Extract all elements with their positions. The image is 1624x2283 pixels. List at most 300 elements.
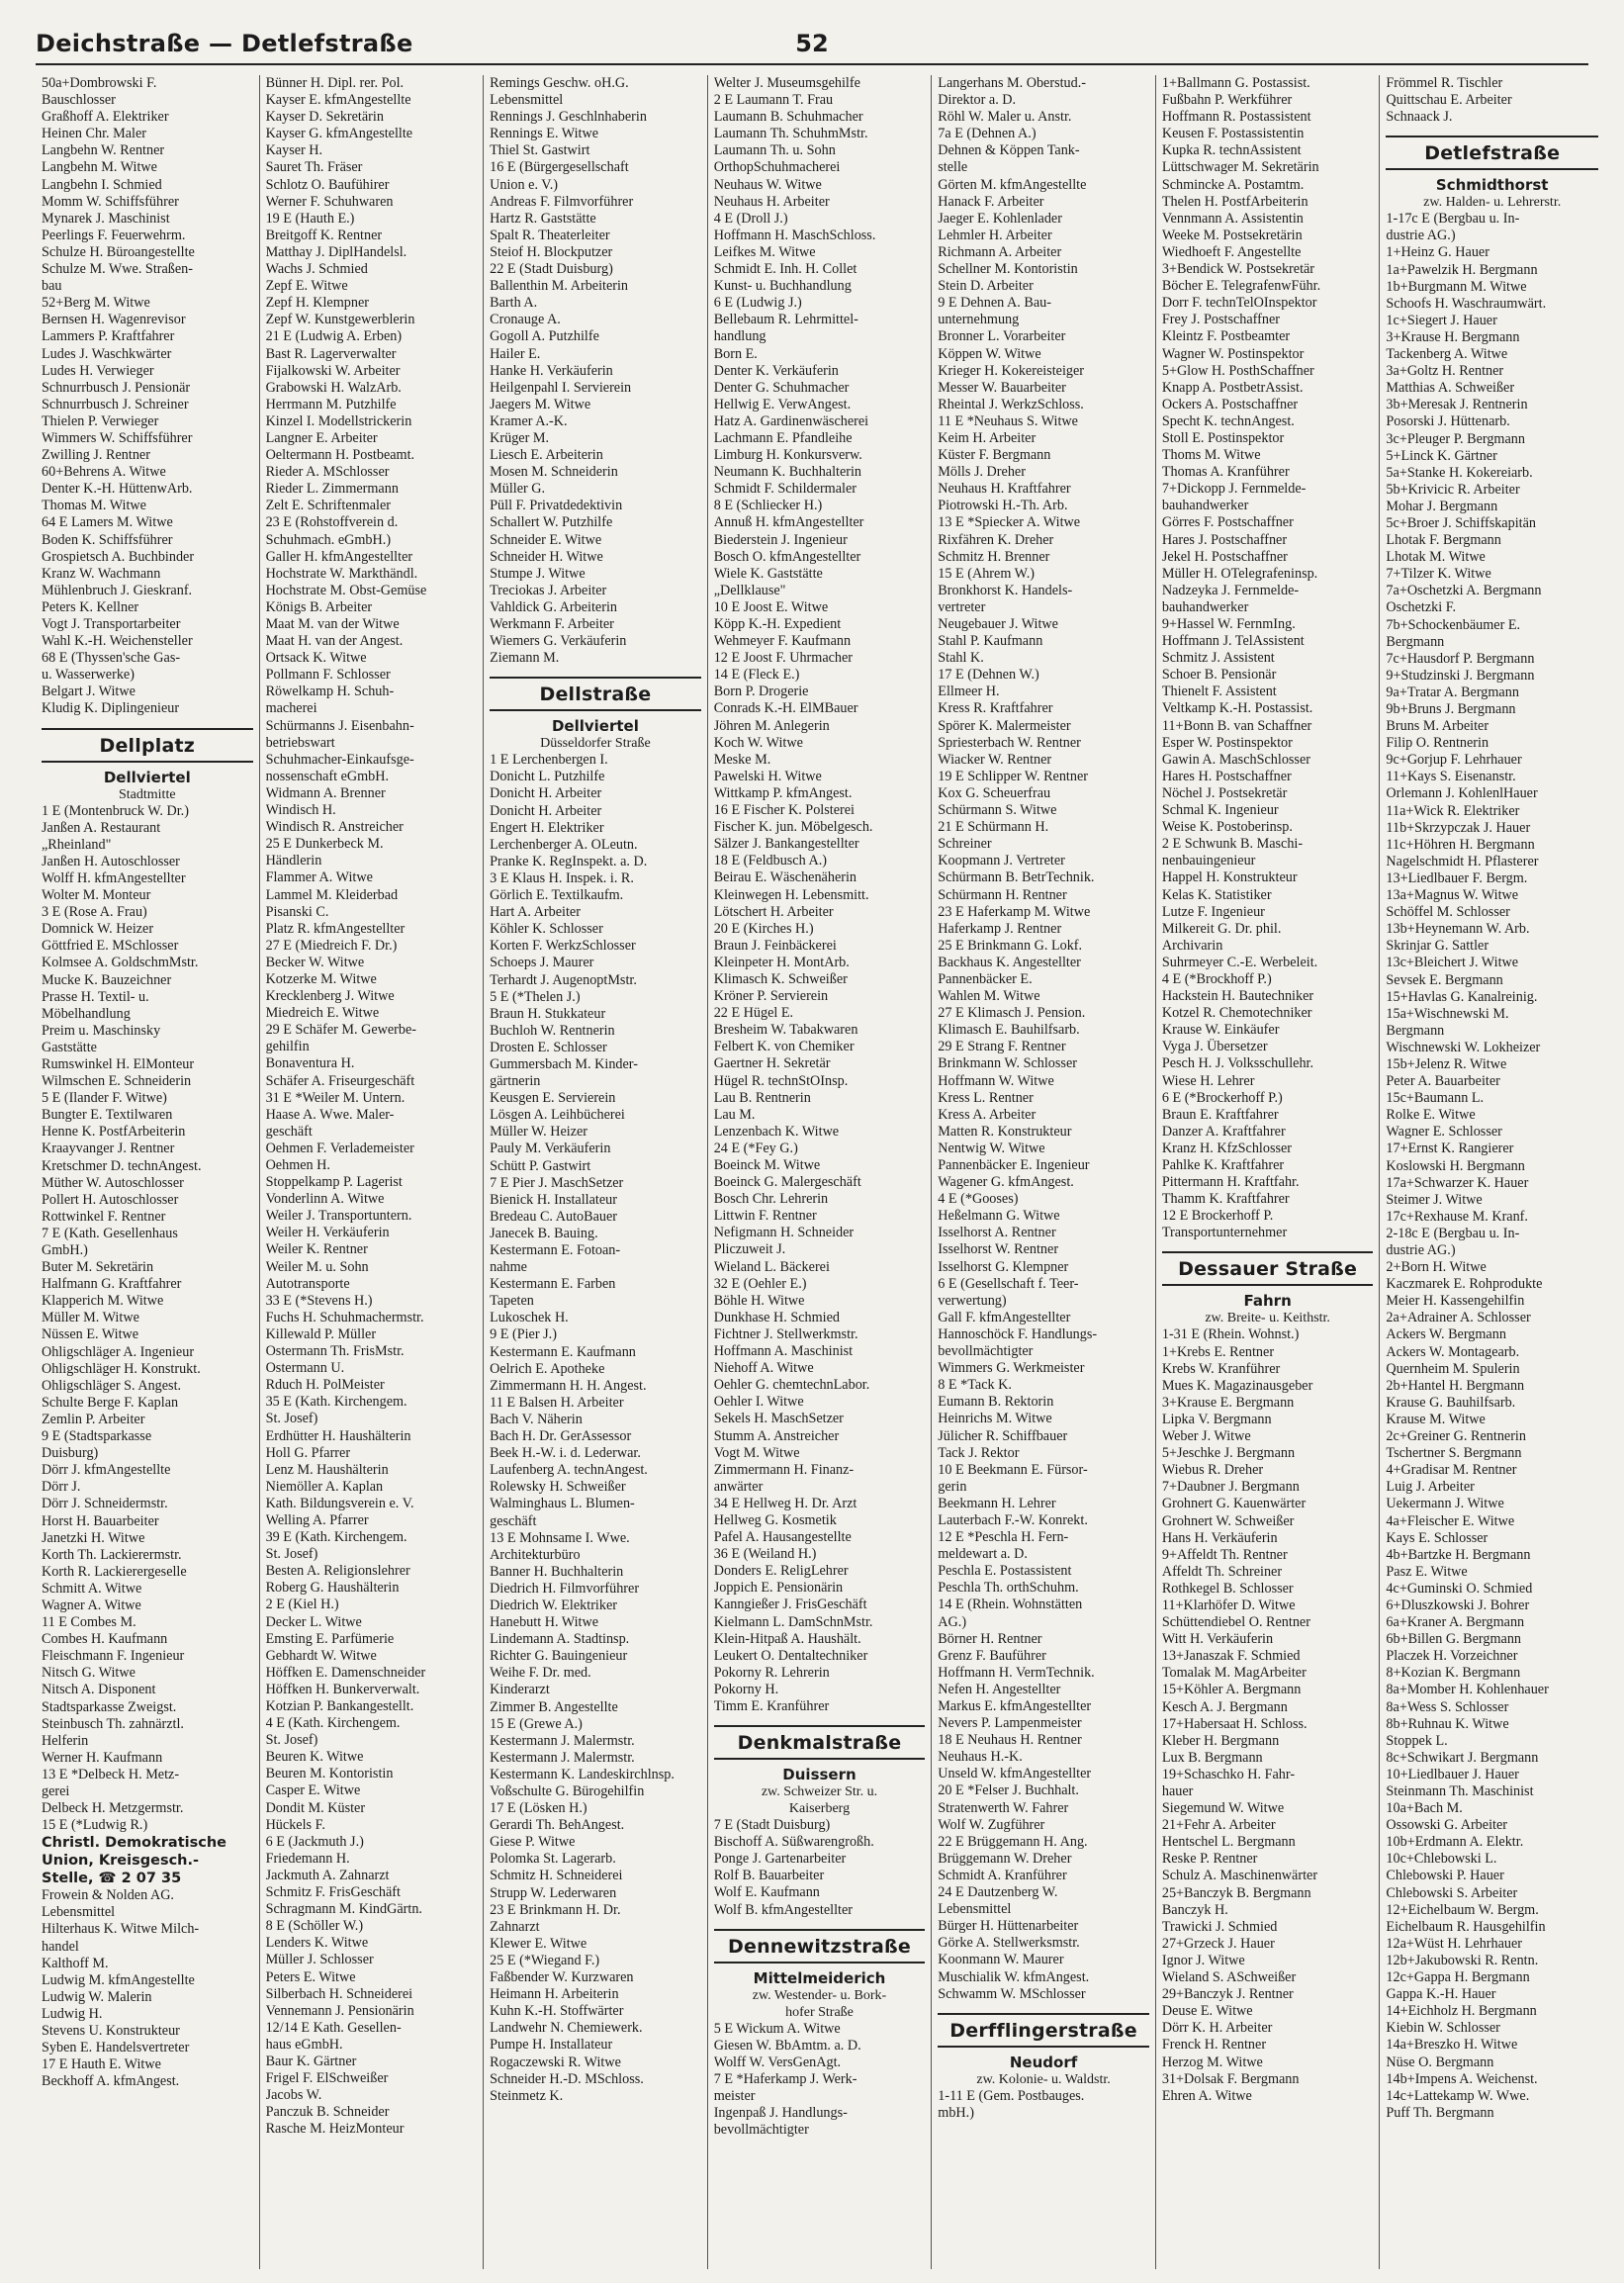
entry-line: Vonderlinn A. Witwe — [265, 1191, 385, 1208]
entry-line: Wahl K.-H. Weichensteller — [42, 633, 193, 650]
entry-line: 11+Kays S. Eisenanstr. — [1386, 769, 1516, 785]
entry-line: Gall F. kfmAngestellter — [938, 1309, 1071, 1325]
entry-line: Kestermann E. Kaufmann — [490, 1343, 636, 1360]
entry-line: Mucke K. Bauzeichner — [42, 971, 172, 988]
entry-line: Beuren M. Kontoristin — [265, 1766, 394, 1782]
entry-line: Wischnewski W. Lokheizer — [1386, 1039, 1541, 1055]
entry-line: Bischoff A. Süßwarengroßh. — [713, 1834, 874, 1851]
entry-line: Schmitz H. Schneiderei — [490, 1868, 623, 1884]
entry-line: Transportunternehmer — [1161, 1225, 1288, 1241]
entry-line: Göttfried E. MSchlosser — [42, 938, 179, 955]
entry-line: 5+Glow H. PosthSchaffner — [1161, 362, 1314, 379]
entry-line: Laumann Th. u. Sohn — [713, 142, 836, 159]
entry-line: Combes H. Kaufmann — [42, 1631, 168, 1648]
entry-line: Becker W. Witwe — [265, 954, 365, 970]
entry-line: Vogt J. Transportarbeiter — [42, 616, 181, 632]
entry-line: 5 E Wickum A. Witwe — [713, 2020, 841, 2037]
entry-line: 14c+Lattekamp W. Wwe. — [1386, 2087, 1530, 2104]
entry-line: Matten R. Konstrukteur — [938, 1123, 1072, 1140]
entry-line: Schmidt E. Inh. H. Collet — [713, 261, 857, 278]
entry-line: Kotzel R. Chemotechniker — [1161, 1005, 1312, 1022]
entry-line: Koch W. Witwe — [713, 734, 803, 751]
entry-line: Kesch A. J. Bergmann — [1161, 1698, 1288, 1715]
entry-line: Schmidt A. Kranführer — [938, 1867, 1067, 1883]
entry-line: Baur K. Gärtner — [265, 2053, 357, 2069]
entry-line: 15+Köhler A. Bergmann — [1161, 1682, 1302, 1698]
entry-line: Pasz E. Witwe — [1386, 1563, 1468, 1580]
entry-line: Autotransporte — [265, 1275, 350, 1292]
entry-line: Kox G. Scheuerfrau — [938, 784, 1051, 801]
entry-line: Kestermann K. Landeskirchlnsp. — [490, 1766, 675, 1782]
street-heading: Denkmalstraße — [714, 1725, 926, 1760]
entry-line: Schütt P. Gastwirt — [490, 1157, 591, 1174]
entry-line: 11+Klarhöfer D. Witwe — [1161, 1597, 1296, 1613]
entry-line: Röhl W. Maler u. Anstr. — [938, 109, 1072, 126]
entry-line: Kramer A.-K. — [490, 412, 568, 429]
entry-line: 7 E *Haferkamp J. Werk- — [713, 2070, 857, 2087]
entry-line: Schulte Berge F. Kaplan — [42, 1394, 179, 1411]
entry-line: Momm W. Schiffsführer — [42, 193, 179, 210]
entry-line: Beekmann H. Lehrer — [938, 1495, 1056, 1511]
entry-line: Wiele K. Gaststätte — [713, 565, 823, 582]
entry-line: Schulze M. Wwe. Straßen- — [42, 261, 194, 278]
entry-line: Pesch H. J. Volksschullehr. — [1161, 1055, 1314, 1072]
entry-line: 5+Linck K. Gärtner — [1386, 447, 1497, 464]
entry-line: 7 E Pier J. MaschSetzer — [490, 1174, 624, 1191]
entry-line: 24 E (*Fey G.) — [713, 1140, 798, 1156]
entry-line: Dörr J. Schneidermstr. — [42, 1496, 168, 1512]
entry-line: Rixfähren K. Dreher — [938, 531, 1054, 548]
entry-line: 17+Habersaat H. Schloss. — [1161, 1715, 1308, 1732]
directory-column — [932, 75, 1156, 2269]
entry-line: Janßen A. Restaurant — [42, 819, 161, 836]
entry-line: Mosen M. Schneiderin — [490, 464, 618, 481]
entry-line: Galler H. kfmAngestellter — [265, 548, 413, 565]
entry-line: Neumann K. Buchhalterin — [713, 464, 862, 481]
entry-line: Bach V. Näherin — [490, 1411, 583, 1427]
entry-line: 7 E (Kath. Gesellenhaus — [42, 1225, 178, 1241]
entry-line: Wolff H. kfmAngestellter — [42, 869, 186, 886]
entry-line: Leukert O. Dentaltechniker — [713, 1647, 868, 1664]
entry-line: Wiese H. Lehrer — [1161, 1072, 1255, 1089]
entry-line: 23 E (Rohstoffverein d. — [265, 514, 399, 531]
entry-line: gerei — [42, 1783, 70, 1799]
entry-line: Hatz A. Gardinenwäscherei — [713, 412, 869, 429]
location-note: Düsseldorfer Straße — [540, 736, 651, 752]
entry-line: Ludwig W. Malerin — [42, 1988, 152, 2005]
entry-line: Ostermann U. — [265, 1360, 345, 1377]
entry-line: 14b+Impens A. Weichenst. — [1386, 2070, 1538, 2087]
entry-line: Preim u. Maschinsky — [42, 1022, 161, 1039]
entry-line: 4 E (Droll J.) — [713, 210, 788, 227]
entry-line: Nüse O. Bergmann — [1386, 2054, 1494, 2070]
entry-line: Uekermann J. Witwe — [1386, 1496, 1504, 1512]
entry-line: Hanke H. Verkäuferin — [490, 362, 613, 379]
directory-column — [484, 75, 708, 2269]
entry-line: 31 E *Weiler M. Untern. — [265, 1089, 406, 1106]
entry-line: 8 E (Schliecker H.) — [713, 498, 823, 514]
entry-line: 5 E (Ilander F. Witwe) — [42, 1090, 167, 1107]
entry-line: 1-17c E (Bergbau u. In- — [1386, 211, 1520, 228]
entry-line: Frömmel R. Tischler — [1386, 75, 1503, 91]
entry-line: Fleischmann F. Ingenieur — [42, 1648, 185, 1665]
entry-line: 11a+Wick R. Elektriker — [1386, 802, 1520, 819]
entry-line: Kröner P. Servierein — [713, 988, 829, 1005]
entry-line: 13+Liedlbauer F. Bergm. — [1386, 869, 1528, 886]
entry-line: 9 E (Pier J.) — [490, 1326, 557, 1343]
entry-line: Isselhorst W. Rentner — [938, 1241, 1059, 1258]
entry-line: Banner H. Buchhalterin — [490, 1563, 624, 1580]
entry-line: Korten F. WerkzSchlosser — [490, 938, 636, 955]
entry-line: Steinmann Th. Maschinist — [1386, 1783, 1534, 1799]
entry-line: 3 E Klaus H. Inspek. i. R. — [490, 869, 634, 886]
entry-line: Schulz A. Maschinenwärter — [1161, 1868, 1318, 1884]
entry-line: AG.) — [938, 1613, 967, 1630]
entry-line: Windisch H. — [265, 802, 336, 819]
entry-line-emphasized: Union, Kreisgesch.- — [42, 1853, 200, 1870]
entry-line: Oehler G. chemtechnLabor. — [713, 1377, 870, 1394]
entry-line: Timm E. Kranführer — [713, 1698, 830, 1714]
entry-line: Müller M. Witwe — [42, 1310, 139, 1326]
entry-line: Wachs J. Schmied — [265, 261, 368, 278]
entry-line: 12a+Wüst H. Lehrhauer — [1386, 1935, 1523, 1952]
entry-line: Welling A. Pfarrer — [265, 1511, 369, 1528]
entry-line: Werner H. Kaufmann — [42, 1749, 163, 1766]
entry-line: Donders E. ReligLehrer — [713, 1563, 849, 1580]
entry-line: 25 E Brinkmann G. Lokf. — [938, 937, 1083, 954]
entry-line: Biederstein J. Ingenieur — [713, 531, 848, 548]
entry-line: Schmitz F. FrisGeschäft — [265, 1884, 401, 1901]
entry-line: Hoffmann H. VermTechnik. — [938, 1664, 1095, 1681]
entry-line: Lhotak F. Bergmann — [1386, 532, 1501, 549]
district-name: Neudorf — [1009, 2053, 1078, 2071]
entry-line: Görlich E. Textilkaufm. — [490, 887, 624, 904]
entry-line: Donicht L. Putzhilfe — [490, 769, 605, 785]
entry-line: Gawin A. MaschSchlosser — [1161, 751, 1310, 768]
entry-line: Born E. — [713, 345, 758, 362]
entry-line: 9+Hassel W. FernmIng. — [1161, 616, 1296, 632]
entry-line: 20 E *Felser J. Buchhalt. — [938, 1782, 1079, 1799]
entry-line: Thoms M. Witwe — [1161, 447, 1261, 464]
entry-line: Panczuk B. Schneider — [265, 2104, 390, 2121]
entry-line: Knapp A. PostbetrAssist. — [1161, 379, 1304, 396]
entry-line: Besten A. Religionslehrer — [265, 1563, 410, 1580]
entry-line: 32 E (Oehler E.) — [713, 1275, 807, 1292]
entry-line: Jekel H. Postschaffner — [1161, 548, 1288, 565]
entry-line: 9 E (Stadtsparkasse — [42, 1428, 152, 1445]
entry-line: Thelen H. PostfArbeiterin — [1161, 193, 1308, 210]
entry-line: 11 E Combes M. — [42, 1614, 136, 1631]
entry-line: Klimasch E. Bauhilfsarb. — [938, 1022, 1080, 1039]
entry-line: Schürmanns J. Eisenbahn- — [265, 717, 414, 734]
entry-line: Thiel St. Gastwirt — [490, 142, 590, 159]
entry-line: Stoppelkamp P. Lagerist — [265, 1174, 403, 1191]
entry-line: Hochstrate M. Obst-Gemüse — [265, 582, 427, 598]
entry-line: 29 E Schäfer M. Gewerbe- — [265, 1022, 417, 1039]
entry-line: Lösgen A. Leihbücherei — [490, 1107, 625, 1124]
entry-line: Schmal K. Ingenieur — [1161, 802, 1279, 819]
entry-line: 15b+Jelenz R. Witwe — [1386, 1055, 1507, 1072]
entry-line: Hellwig E. VerwAngest. — [713, 396, 852, 412]
entry-line: 11 E *Neuhaus S. Witwe — [938, 412, 1078, 429]
entry-line: Zahnarzt — [490, 1918, 540, 1935]
entry-line: Lebensmittel — [938, 1901, 1012, 1918]
entry-line: 7a E (Dehnen A.) — [938, 126, 1037, 142]
entry-line: Donicht H. Arbeiter — [490, 785, 602, 802]
location-note: zw. Westender- u. Bork- — [752, 1987, 887, 2003]
entry-line: Peschla E. Postassistent — [938, 1563, 1072, 1580]
entry-line: Maat H. van der Angest. — [265, 633, 404, 650]
entry-line: Ellmeer H. — [938, 684, 1000, 700]
entry-line: Haase A. Wwe. Maler- — [265, 1106, 395, 1123]
entry-line: Wolter M. Monteur — [42, 887, 151, 904]
entry-line: Pauly M. Verkäuferin — [490, 1141, 611, 1157]
entry-line: Polomka St. Lagerarb. — [490, 1851, 616, 1868]
entry-line: haus eGmbH. — [265, 2036, 343, 2053]
entry-line: 8a+Wess S. Schlosser — [1386, 1698, 1509, 1715]
entry-line: Kestermann E. Farben — [490, 1276, 616, 1293]
entry-line: Neuhaus W. Witwe — [713, 176, 822, 193]
entry-line: 2c+Greiner G. Rentnerin — [1386, 1428, 1526, 1445]
entry-line: Lutze F. Ingenieur — [1161, 903, 1265, 920]
entry-line: Korth R. Lackierergeselle — [42, 1563, 187, 1580]
entry-line: 6 E (Jackmuth J.) — [265, 1833, 364, 1850]
entry-line: gärtnerin — [490, 1073, 541, 1090]
entry-line: Zwilling J. Rentner — [42, 447, 150, 464]
entry-line: Rennings J. Geschlnhaberin — [490, 109, 647, 126]
entry-line: Schuhmacher-Einkaufsge- — [265, 751, 414, 768]
entry-line: 2 E Schwunk B. Maschi- — [1161, 836, 1304, 853]
entry-line: Steinbusch Th. zahnärztl. — [42, 1715, 184, 1732]
entry-line: Wiedhoeft F. Angestellte — [1161, 243, 1302, 260]
entry-line: Welter J. Museumsgehilfe — [713, 75, 860, 91]
entry-line: Lachmann E. Pfandleihe — [713, 429, 853, 446]
entry-line: 8a+Momber H. Kohlenhauer — [1386, 1682, 1549, 1698]
entry-line: Isselhorst G. Klempner — [938, 1258, 1069, 1275]
entry-line: Kelas K. Statistiker — [1161, 886, 1272, 903]
entry-line: Hailer E. — [490, 345, 541, 362]
entry-line: Koslowski H. Bergmann — [1386, 1157, 1525, 1174]
entry-line: Hückels F. — [265, 1816, 325, 1833]
entry-line: Trawicki J. Schmied — [1161, 1918, 1278, 1935]
entry-line: Platz R. kfmAngestellter — [265, 920, 406, 937]
entry-line: Pannenbäcker E. Ingenieur — [938, 1157, 1090, 1173]
entry-line: 6 E (*Brockerhoff P.) — [1161, 1089, 1283, 1106]
entry-line: Mühlenbruch J. Gieskranf. — [42, 582, 193, 598]
entry-line: Bellebaum R. Lehrmittel- — [713, 312, 858, 328]
entry-line: Schäfer A. Friseurgeschäft — [265, 1072, 415, 1089]
entry-line: 1 E Lerchenbergen I. — [490, 752, 608, 769]
entry-line: verwertung) — [938, 1292, 1007, 1309]
entry-line: Halfmann G. Kraftfahrer — [42, 1276, 182, 1293]
entry-line: Pollert H. Autoschlosser — [42, 1191, 179, 1208]
entry-line: Tomalak M. MagArbeiter — [1161, 1665, 1307, 1682]
entry-line: Wagner A. Witwe — [42, 1597, 141, 1613]
entry-line: Lehmler H. Arbeiter — [938, 227, 1052, 243]
entry-line: Krause G. Bauhilfsarb. — [1386, 1394, 1516, 1411]
entry-line: Wiacker W. Rentner — [938, 751, 1052, 768]
entry-line: Oelrich E. Apotheke — [490, 1360, 605, 1377]
entry-line: Schoofs H. Waschraumwärt. — [1386, 295, 1547, 312]
entry-line: Bonaventura H. — [265, 1055, 355, 1072]
entry-line: Puff Th. Bergmann — [1386, 2104, 1494, 2121]
entry-line: Küster F. Bergmann — [938, 447, 1051, 464]
entry-line: nahme — [490, 1259, 527, 1276]
entry-line: Neuhaus H.-K. — [938, 1749, 1023, 1766]
entry-line: Wagner E. Schlosser — [1386, 1124, 1502, 1141]
entry-line: Lux B. Bergmann — [1161, 1749, 1263, 1766]
entry-line: Kayser G. kfmAngestellte — [265, 126, 413, 142]
entry-line: 8 E (Schöller W.) — [265, 1918, 364, 1935]
street-heading: Detlefstraße — [1386, 136, 1598, 170]
entry-line: 1 E (Montenbruck W. Dr.) — [42, 802, 189, 819]
entry-line: 15 E (Grewe A.) — [490, 1715, 583, 1732]
entry-line: Flammer A. Witwe — [265, 869, 373, 886]
entry-line: Hentschel L. Bergmann — [1161, 1834, 1296, 1851]
entry-line: Buter M. Sekretärin — [42, 1259, 154, 1276]
entry-line: Wieland L. Bäckerei — [713, 1258, 830, 1275]
entry-line: Sekels H. MaschSetzer — [713, 1411, 844, 1427]
entry-line: Banczyk H. — [1161, 1901, 1228, 1918]
entry-line: Wimmers G. Werkmeister — [938, 1360, 1085, 1377]
entry-line: Luig J. Arbeiter — [1386, 1479, 1475, 1496]
entry-line: Kiebin W. Schlosser — [1386, 2020, 1500, 2037]
entry-line: 1b+Burgmann M. Witwe — [1386, 278, 1527, 295]
entry-line: Hares H. Postschaffner — [1161, 768, 1292, 784]
entry-line: Schlotz O. Baufühirer — [265, 176, 390, 193]
entry-line: Höffken H. Bunkerverwalt. — [265, 1681, 420, 1697]
entry-line: Spörer K. Malermeister — [938, 717, 1071, 734]
entry-line: Boeinck G. Malergeschäft — [713, 1174, 861, 1191]
entry-line: 68 E (Thyssen'sche Gas- — [42, 650, 181, 667]
entry-line: Schoer B. Pensionär — [1161, 667, 1277, 684]
entry-line: 3a+Goltz H. Rentner — [1386, 363, 1504, 380]
entry-line: Schmidt F. Schildermaler — [713, 481, 857, 498]
entry-line: Rieder L. Zimmermann — [265, 481, 399, 498]
entry-line: 13a+Magnus W. Witwe — [1386, 887, 1519, 904]
entry-line: Happel H. Konstrukteur — [1161, 869, 1298, 886]
entry-line: Domnick W. Heizer — [42, 921, 154, 938]
entry-line: St. Josef) — [265, 1411, 318, 1427]
entry-line: Hoffmann W. Witwe — [938, 1072, 1054, 1089]
entry-line: Roberg G. Haushälterin — [265, 1580, 400, 1597]
entry-line: Pahlke K. Kraftfahrer — [1161, 1157, 1285, 1173]
entry-line: Killewald P. Müller — [265, 1325, 377, 1342]
entry-line: Langbehn I. Schmied — [42, 176, 162, 193]
entry-line: Kinzel I. Modellstrickerin — [265, 412, 412, 429]
entry-line: 13c+Bleichert J. Witwe — [1386, 955, 1519, 971]
entry-line: 4a+Fleischer E. Witwe — [1386, 1512, 1515, 1529]
entry-line: Vahldick G. Arbeiterin — [490, 598, 617, 615]
entry-line: Kotzerke M. Witwe — [265, 970, 377, 987]
entry-line: 7+Tilzer K. Witwe — [1386, 566, 1491, 583]
entry-line: Braun H. Stukkateur — [490, 1005, 606, 1022]
entry-line: Wagener G. kfmAngest. — [938, 1174, 1074, 1191]
entry-line: 2b+Hantel H. Bergmann — [1386, 1377, 1525, 1394]
entry-line: Unseld W. kfmAngestellter — [938, 1766, 1092, 1782]
entry-line: Weiler J. Transportuntern. — [265, 1208, 412, 1225]
entry-line: Peschla Th. orthSchuhm. — [938, 1580, 1079, 1597]
entry-line: 12/14 E Kath. Gesellen- — [265, 2019, 402, 2036]
entry-line: Stevens U. Konstrukteur — [42, 2023, 180, 2040]
entry-line: 1a+Pawelzik H. Bergmann — [1386, 261, 1538, 278]
entry-line: Beek H.-W. i. d. Lederwar. — [490, 1445, 641, 1462]
entry-line: Ballenthin M. Arbeiterin — [490, 278, 629, 295]
entry-line: Schmincke A. Postamtm. — [1161, 176, 1305, 193]
entry-line: stelle — [938, 159, 968, 176]
entry-line: Hoffmann H. MaschSchloss. — [713, 227, 876, 243]
entry-line: Breitgoff K. Rentner — [265, 227, 383, 243]
entry-line: 7+Daubner J. Bergmann — [1161, 1479, 1300, 1496]
entry-line: Keusgen E. Servierein — [490, 1090, 616, 1107]
entry-line: Stein D. Arbeiter — [938, 278, 1034, 295]
entry-line: 5+Jeschke J. Bergmann — [1161, 1445, 1296, 1462]
entry-line: Diedrich H. Filmvorführer — [490, 1580, 640, 1597]
entry-line: 6 E (Ludwig J.) — [713, 295, 802, 312]
directory-column — [1156, 75, 1381, 2269]
entry-line: Lüttschwager M. Sekretärin — [1161, 159, 1319, 176]
entry-line: Frenck H. Rentner — [1161, 2037, 1267, 2054]
entry-line: Gogoll A. Putzhilfe — [490, 328, 599, 345]
entry-line: bevollmächtigter — [713, 2122, 809, 2139]
entry-line: Koopmann J. Vertreter — [938, 853, 1065, 869]
entry-line: Stumpe J. Witwe — [490, 565, 586, 582]
entry-line: 3+Krause E. Bergmann — [1161, 1394, 1295, 1411]
entry-line: Lhotak M. Witwe — [1386, 549, 1486, 566]
entry-line: Jaegers M. Witwe — [490, 396, 591, 412]
entry-line: Rolke E. Witwe — [1386, 1107, 1476, 1124]
entry-line: Kays E. Schlosser — [1386, 1529, 1489, 1546]
entry-line: Pranke K. RegInspekt. a. D. — [490, 853, 648, 869]
entry-line: Wiebus R. Dreher — [1161, 1462, 1264, 1479]
entry-line: Dehnen & Köppen Tank- — [938, 142, 1080, 159]
entry-line: Donicht H. Arbeiter — [490, 802, 602, 819]
entry-line: Suhrmeyer C.-E. Werbeleit. — [1161, 954, 1318, 970]
entry-line: Cronauge A. — [490, 312, 561, 328]
entry-line: „Dellklause" — [713, 582, 786, 598]
entry-line: 6+Dluszkowski J. Bohrer — [1386, 1597, 1530, 1613]
entry-line: bauhandwerker — [1161, 498, 1249, 514]
entry-line: Lammel M. Kleiderbad — [265, 886, 399, 903]
entry-line: Janetzki H. Witwe — [42, 1529, 145, 1546]
entry-line: Giese P. Witwe — [490, 1834, 576, 1851]
entry-line: Jülicher R. Schiffbauer — [938, 1427, 1068, 1444]
entry-line: Müller J. Schlosser — [265, 1952, 374, 1968]
entry-line: Tapeten — [490, 1293, 534, 1310]
entry-line: Köpp K.-H. Expedient — [713, 616, 842, 632]
entry-line: 11b+Skrzypczak J. Hauer — [1386, 819, 1531, 836]
entry-line: Heimann H. Arbeiterin — [490, 1986, 619, 2003]
entry-line: Eumann B. Rektorin — [938, 1394, 1054, 1411]
entry-line: Ludes J. Waschkwärter — [42, 345, 172, 362]
entry-line: Kludig K. Diplingenieur — [42, 700, 180, 717]
entry-line: 22 E (Stadt Duisburg) — [490, 261, 613, 278]
entry-line: Bronner L. Vorarbeiter — [938, 328, 1066, 345]
entry-line: Belgart J. Witwe — [42, 684, 135, 700]
entry-line: bevollmächtigter — [938, 1343, 1034, 1360]
entry-line: Kestermann J. Malermstr. — [490, 1749, 635, 1766]
entry-line: meister — [713, 2088, 756, 2105]
entry-line: Ostermann Th. FrisMstr. — [265, 1343, 405, 1360]
entry-line: Eichelbaum R. Hausgehilfin — [1386, 1918, 1546, 1935]
entry-line: Milkereit G. Dr. phil. — [1161, 920, 1282, 937]
entry-line: Jacobs W. — [265, 2087, 322, 2104]
entry-line: Zepf E. Witwe — [265, 278, 348, 295]
entry-line: Steiof H. Blockputzer — [490, 243, 613, 260]
entry-line: 13+Janaszak F. Schmied — [1161, 1648, 1301, 1665]
entry-line: 1-11 E (Gem. Postbauges. — [938, 2087, 1085, 2104]
entry-line: Braun J. Feinbäckerei — [713, 937, 837, 954]
